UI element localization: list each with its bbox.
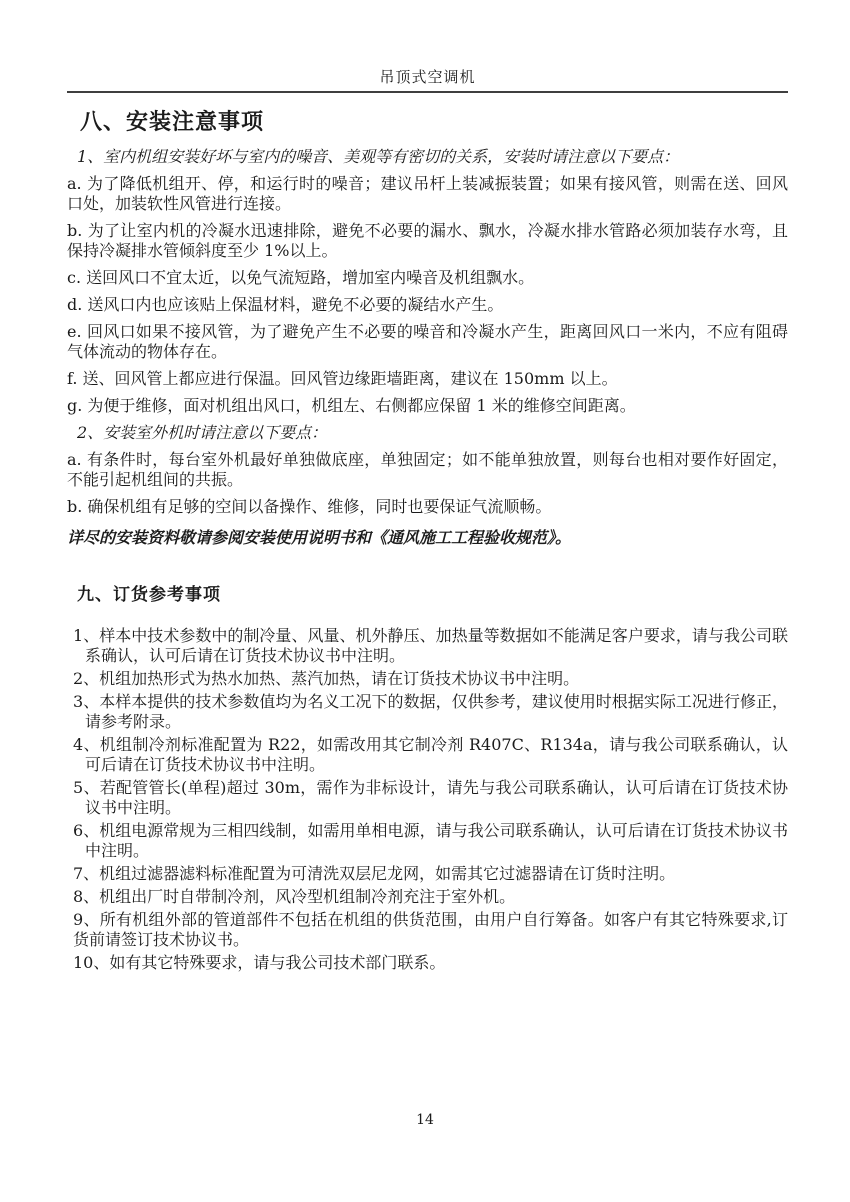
- order-item: 9、所有机组外部的管道部件不包括在机组的供货范围，由用户自行筹备。如客户有其它特殊要求,订货前请签订技术协议书。: [73, 910, 788, 949]
- section-install-title: 八、安装注意事项: [80, 110, 265, 135]
- install-indoor-point: e. 回风口如果不接风管，为了避免产生不必要的噪音和冷凝水产生，距离回风口一米内，不应有阻碍气体流动的物体存在。: [67, 322, 788, 361]
- order-item: 6、机组电源常规为三相四线制，如需用单相电源，请与我公司联系确认，认可后请在订货技术协议书中注明。: [73, 821, 788, 860]
- install-outdoor-point: a. 有条件时，每台室外机最好单独做底座，单独固定；如不能单独放置，则每台也相对要作好固定，不能引起机组间的共振。: [67, 450, 788, 489]
- running-header-title: 吊顶式空调机: [379, 68, 476, 86]
- order-item: 4、机组制冷剂标准配置为 R22，如需改用其它制冷剂 R407C、R134a，请与我公司联系确认，认可后请在订货技术协议书中注明。: [73, 735, 788, 774]
- install-outdoor-point: b. 确保机组有足够的空间以备操作、维修，同时也要保证气流顺畅。: [67, 497, 552, 516]
- install-reference-note: 详尽的安装资料敬请参阅安装使用说明书和《通风施工工程验收规范》。: [67, 528, 572, 547]
- section-order: [67, 584, 788, 973]
- install-indoor-point: g. 为便于维修，面对机组出风口，机组左、右侧都应保留 1 米的维修空间距离。: [67, 396, 636, 415]
- page-footer: [0, 1112, 850, 1128]
- order-item: 8、机组出厂时自带制冷剂，风冷型机组制冷剂充注于室外机。: [73, 887, 516, 906]
- install-indoor-point: b. 为了让室内机的冷凝水迅速排除，避免不必要的漏水、飘水，冷凝水排水管路必须加装存水弯，且保持冷凝排水管倾斜度至少 1%以上。: [67, 221, 788, 260]
- install-indoor-point: c. 送回风口不宜太近，以免气流短路，增加室内噪音及机组飘水。: [67, 268, 535, 287]
- install-indoor-points: [67, 174, 788, 416]
- order-item: 1、样本中技术参数中的制冷量、风量、机外静压、加热量等数据如不能满足客户要求，请与我公司联系确认，认可后请在订货技术协议书中注明。: [73, 626, 788, 665]
- order-item: 10、如有其它特殊要求，请与我公司技术部门联系。: [73, 953, 446, 972]
- install-indoor-intro: 1、室内机组安装好坏与室内的噪音、美观等有密切的关系，安装时请注意以下要点：: [77, 147, 680, 166]
- install-indoor-point: f. 送、回风管上都应进行保温。回风管边缘距墙距离，建议在 150mm 以上。: [67, 369, 618, 388]
- order-item: 3、本样本提供的技术参数值均为名义工况下的数据，仅供参考，建议使用时根据实际工况进行修正，请参考附录。: [73, 692, 788, 731]
- order-item: 2、机组加热形式为热水加热、蒸汽加热，请在订货技术协议书中注明。: [73, 669, 580, 688]
- order-item: 7、机组过滤器滤料标准配置为可清洗双层尼龙网，如需其它过滤器请在订货时注明。: [73, 864, 676, 883]
- page-number: 14: [416, 1112, 434, 1128]
- install-indoor-point: a. 为了降低机组开、停，和运行时的噪音；建议吊杆上装减振装置；如果有接风管，则需在送、回风口处，加装软性风管进行连接。: [67, 174, 788, 213]
- install-outdoor-intro: 2、安装室外机时请注意以下要点：: [77, 423, 328, 442]
- install-outdoor-points: [67, 450, 788, 517]
- section-order-title: 九、订货参考事项: [77, 585, 221, 605]
- install-indoor-point: d. 送风口内也应该贴上保温材料，避免不必要的凝结水产生。: [67, 295, 504, 314]
- order-item: 5、若配管管长(单程)超过 30m，需作为非标设计，请先与我公司联系确认，认可后请在订货技术协议书中注明。: [73, 778, 788, 817]
- running-header: [67, 66, 788, 93]
- order-items: [67, 626, 788, 973]
- section-install: [67, 109, 788, 548]
